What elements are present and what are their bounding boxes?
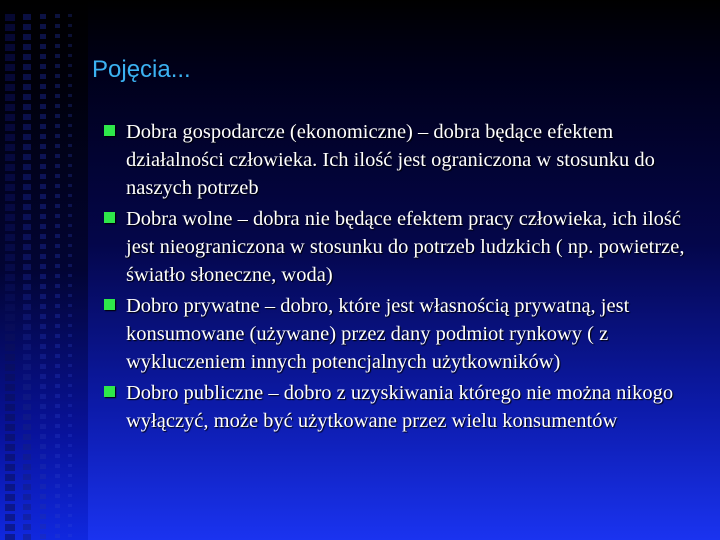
slide-title: Pojęcia... [92,56,191,83]
square-bullet-icon [104,212,115,223]
square-bullet-icon [104,299,115,310]
bullet-list [104,118,708,438]
bullet-item [104,292,708,376]
decorative-square-column [40,14,46,540]
bullet-text: Dobro publiczne – dobro z uzyskiwania którego nie można nikogo wyłączyć, może być użytkowane przez wielu konsumentów [126,382,674,432]
bullet-text: Dobro prywatne – dobro, które jest własnością prywatną, jest konsumowane (używane) przez dany podmiot rynkowy ( z wykluczeniem innych potencjalnych użytkowników) [126,295,630,373]
square-bullet-icon [104,386,115,397]
decorative-square-column [5,14,15,540]
bullet-text: Dobra wolne – dobra nie będące efektem pracy człowieka, ich ilość jest nieograniczona w stosunku do potrzeb ludzkich ( np. powietrze, światło słoneczne, woda) [126,208,685,286]
bullet-item [104,205,708,289]
decorative-square-column [68,14,72,540]
decorative-left-stripe [0,0,88,540]
square-bullet-icon [104,125,115,136]
bullet-item [104,118,708,202]
bullet-text: Dobra gospodarcze (ekonomiczne) – dobra będące efektem działalności człowieka. Ich ilość jest ograniczona w stosunku do naszych potrzeb [126,121,655,199]
decorative-square-column [23,14,31,540]
decorative-square-column [55,14,60,540]
bullet-item [104,379,708,435]
